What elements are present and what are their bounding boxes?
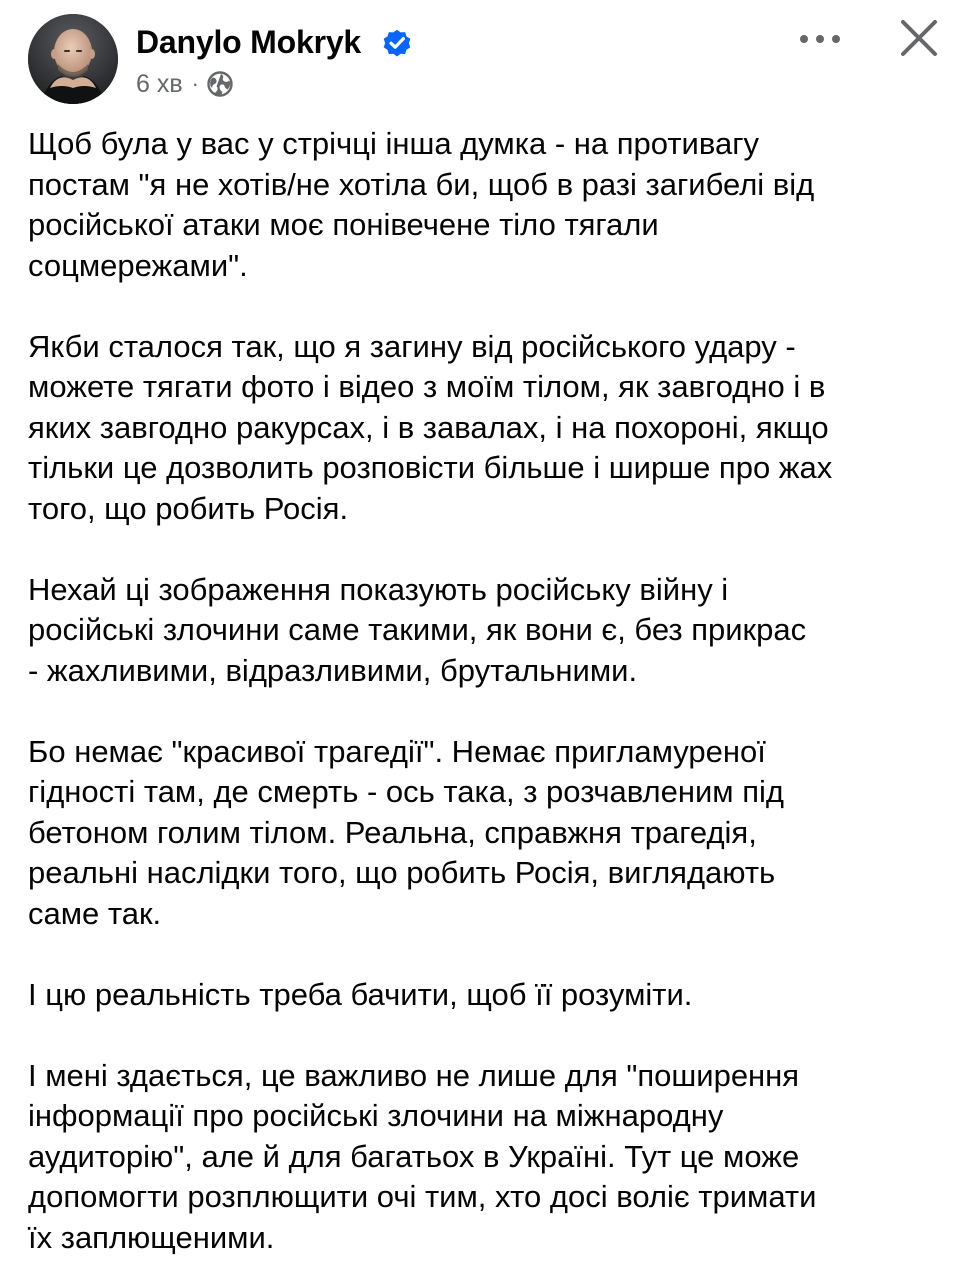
author-avatar[interactable] (28, 14, 118, 104)
post-meta (136, 68, 233, 100)
meta-separator: · (191, 71, 199, 96)
verified-badge-icon (381, 27, 413, 59)
post-header (0, 0, 969, 110)
post-paragraph: Нехай ці зображення показують російську війну і російські злочини саме такими, як вони є, без прикрас - жахливими, відразливими, брутальними. (28, 571, 807, 688)
more-horizontal-icon (832, 35, 840, 43)
globe-icon[interactable] (207, 71, 233, 97)
post-text (28, 124, 943, 1258)
more-horizontal-icon (816, 35, 824, 43)
avatar-photo (28, 14, 118, 104)
close-button[interactable] (898, 17, 940, 59)
post-paragraph: Бо немає "красивої трагедії". Немає пригламуреної гідності там, де смерть - ось така, з розчавленим під бетоном голим тілом. Реальна, справжня трагедія, реальні наслідки того, що робить Росія, виглядають саме так. (28, 733, 784, 931)
post-paragraph: І цю реальність треба бачити, щоб її розуміти. (28, 976, 693, 1012)
author-name[interactable]: Danylo Mokryk (136, 24, 362, 60)
post-timestamp[interactable]: 6 хв (136, 70, 183, 98)
more-options-button[interactable] (797, 22, 843, 56)
post-paragraph: Щоб була у вас у стрічці інша думка - на противагу постам "я не хотів/не хотіла би, щоб в разі загибелі від російської атаки моє понівечене тіло тягали соцмережами". (28, 126, 815, 283)
post-paragraph: І мені здається, це важливо не лише для "поширення інформації про російські злочини на міжнародну аудиторію", але й для багатьох в Україні. Тут це може допомогти розплющити очі тим, хто досі воліє тримати їх заплющеними. (28, 1057, 817, 1255)
close-icon (903, 22, 935, 54)
post-paragraph: Якби сталося так, що я загину від російського удару - можете тягати фото і відео з моїм тілом, як завгодно і в яких завгодно ракурсах, і в завалах, і на похороні, якщо тільки це дозволить розповісти більше і ширше про жах того, що робить Росія. (28, 328, 833, 526)
more-horizontal-icon (800, 35, 808, 43)
